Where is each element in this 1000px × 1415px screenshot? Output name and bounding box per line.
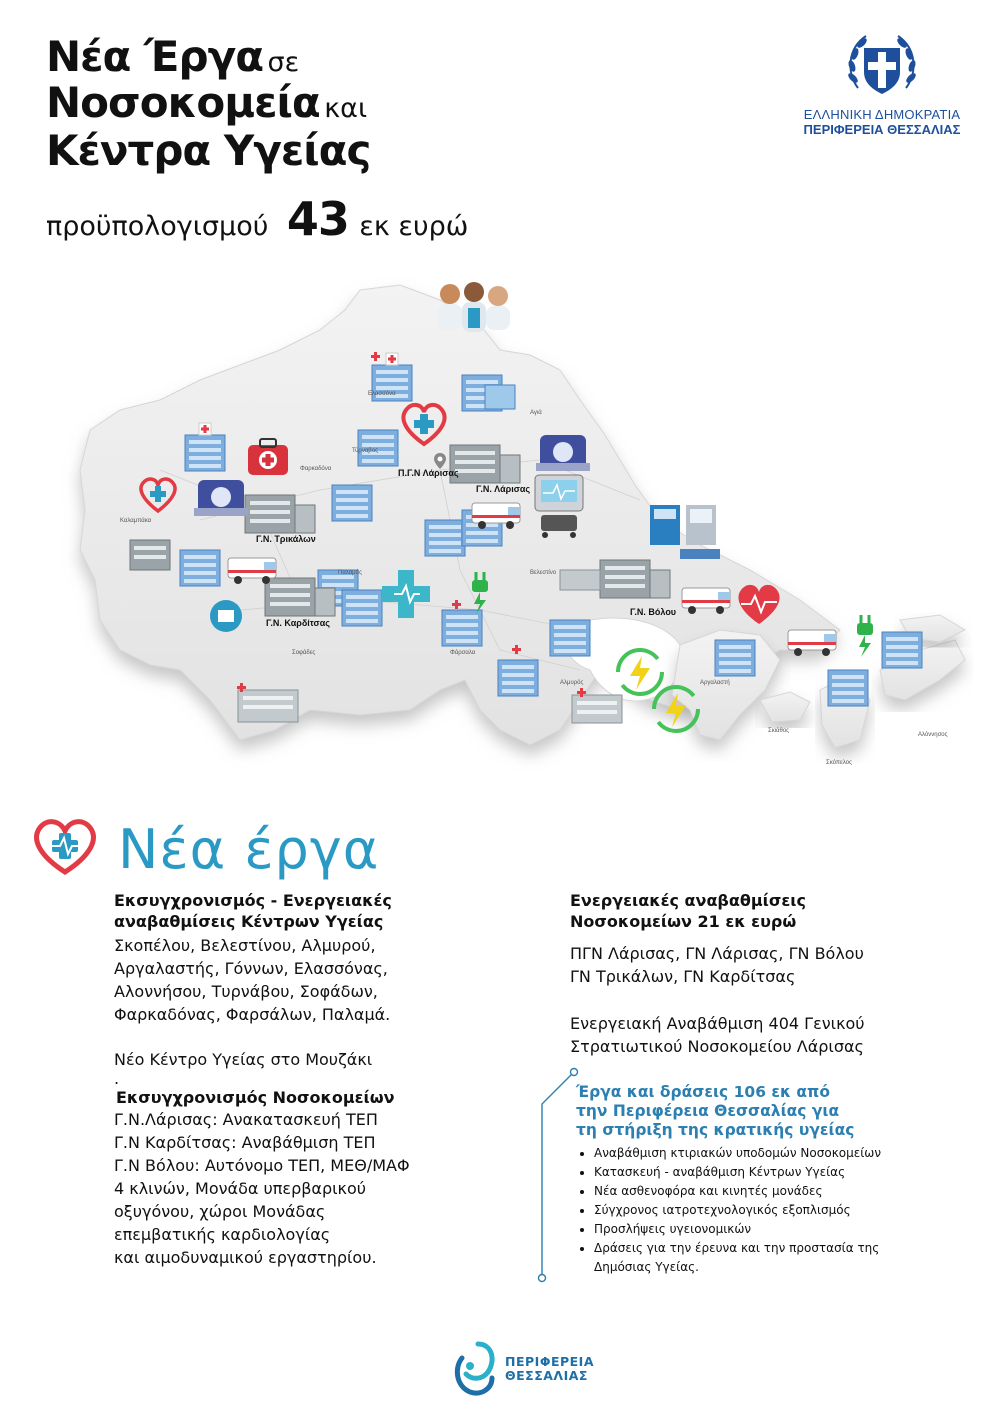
footer-line-1: ΠΕΡΙΦΕΡΕΙΑ [505, 1354, 595, 1369]
health-center-icon [715, 640, 755, 676]
laurel-cross-icon [842, 26, 922, 106]
label-gn-larisas: Γ.Ν. Λάρισας [476, 484, 531, 494]
right-heading-line-1: Ενεργειακές αναβαθμίσεις [570, 891, 806, 910]
left-heading-2: Εκσυγχρονισμός Νοσοκομείων [116, 1088, 395, 1107]
right-line: ΓΝ Τρικάλων, ΓΝ Καρδίτσας [570, 967, 796, 986]
label-argalasti: Αργαλαστή [700, 680, 730, 686]
right-line: Ενεργειακή Αναβάθμιση 404 Γενικού [570, 1014, 865, 1033]
left-line: οξυγόνου, χώροι Μονάδας [114, 1202, 326, 1221]
doctor-desk-icon [210, 600, 242, 632]
health-center-icon [425, 520, 465, 556]
title-small-1: σε [267, 47, 300, 78]
label-elassona: Ελασσόνα [368, 391, 396, 397]
budget-suffix: εκ ευρώ [359, 211, 469, 242]
right-list-1 [570, 942, 970, 988]
footer-text [505, 1355, 594, 1383]
right-line: Στρατιωτικού Νοσοκομείου Λάρισας [570, 1037, 864, 1056]
left-line: Σκοπέλου, Βελεστίνου, Αλμυρού, [114, 936, 376, 955]
monitor-machine-icon [535, 475, 583, 538]
label-velestino: Βελεστίνο [530, 570, 557, 576]
actions-list [576, 1144, 944, 1277]
doctor-desk-icon [485, 385, 515, 409]
label-agia: Αγιά [530, 410, 542, 416]
region-logo [448, 1338, 500, 1398]
right-list-2 [570, 1012, 970, 1058]
mri-machine-icon [194, 480, 248, 516]
ambulance-icon [788, 630, 836, 656]
skiathos-shape [760, 692, 810, 722]
label-gn-volou: Γ.Ν. Βόλου [630, 607, 677, 617]
label-skiathos: Σκιάθος [768, 728, 790, 734]
list-item: • Κατασκευή - αναβάθμιση Κέντρων Υγείας [594, 1163, 944, 1182]
label-pgn-larisas: Π.Γ.Ν Λάρισας [398, 468, 459, 478]
health-center-icon [180, 550, 220, 586]
label-alonnisos: Αλόννησος [918, 732, 948, 738]
actions-heading [576, 1083, 976, 1140]
label-kalampaka: Καλαμπάκα [120, 518, 152, 524]
left-line: Γ.Ν.Λάρισας: Ανακατασκευή ΤΕΠ [114, 1110, 378, 1129]
actions-heading-line: τη στήριξη της κρατικής υγείας [576, 1121, 855, 1139]
left-line: Αλοννήσου, Τυρνάβου, Σοφάδων, [114, 982, 378, 1001]
list-item: • Δράσεις για την έρευνα και την προστασία της Δημόσιας Υγείας. [594, 1239, 894, 1277]
budget-value: 43 [286, 192, 349, 246]
health-center-icon [550, 620, 590, 656]
section-heart-icon [32, 816, 98, 876]
left-list-2 [114, 1108, 494, 1269]
label-tyrnavos: Τύρναβος [352, 448, 378, 454]
bracket-line [522, 1066, 582, 1286]
label-farkadona: Φαρκαδόνα [300, 466, 332, 472]
greek-emblem [842, 26, 922, 106]
left-line: 4 κλινών, Μονάδα υπερβαρικού [114, 1179, 367, 1198]
list-item: • Σύγχρονος ιατροτεχνολογικός εξοπλισμός [594, 1201, 944, 1220]
health-center-icon [442, 610, 482, 646]
mri-machine-icon [536, 435, 590, 471]
right-column [570, 890, 970, 1058]
actions-heading-line: Έργα και δράσεις 106 εκ από [576, 1083, 830, 1101]
left-line: και αιμοδυναμικού εργαστηρίου. [114, 1248, 377, 1267]
title-line-2 [46, 78, 606, 130]
thessaly-map [60, 270, 980, 790]
list-item: • Νέα ασθενοφόρα και κινητές μονάδες [594, 1182, 944, 1201]
footer-line-2: ΘΕΣΣΑΛΙΑΣ [505, 1368, 588, 1383]
emblem-line-1: ΕΛΛΗΝΙΚΗ ΔΗΜΟΚΡΑΤΙΑ [803, 107, 961, 122]
actions-block [576, 1083, 976, 1277]
health-center-icon [828, 670, 868, 706]
health-center-icon [342, 590, 382, 626]
budget-prefix: προϋπολογισμού [46, 211, 269, 242]
health-center-icon [332, 485, 372, 521]
hospital-building-icon [572, 695, 622, 723]
title-line-3 [46, 126, 606, 180]
health-center-icon [882, 632, 922, 668]
left-heading-1: Εκσυγχρονισμός - Ενεργειακές αναβαθμίσεις Κέντρων Υγείας [114, 891, 392, 931]
title-line-1 [46, 32, 606, 82]
green-plug-icon [857, 615, 873, 657]
hospital-building-icon [238, 690, 298, 722]
title-small-2: και [324, 93, 368, 124]
left-line: Γ.Ν Βόλου: Αυτόνομο ΤΕΠ, ΜΕΘ/ΜΑΦ [114, 1156, 410, 1175]
budget-line [46, 192, 468, 246]
label-almyros: Αλμυρός [560, 680, 584, 686]
label-gn-karditsas: Γ.Ν. Καρδίτσας [266, 618, 330, 628]
list-item: • Προσλήψεις υγειονομικών [594, 1220, 944, 1239]
new-center-text: Νέο Κέντρο Υγείας στο Μουζάκι [114, 1050, 373, 1069]
left-list-1 [114, 934, 494, 1026]
left-line: επεμβατικής καρδιολογίας [114, 1225, 331, 1244]
label-farsala: Φάρσαλα [450, 650, 476, 656]
doctors-group-icon [438, 282, 510, 332]
left-line: Γ.Ν Καρδίτσας: Αναβάθμιση ΤΕΠ [114, 1133, 376, 1152]
left-line: Αργαλαστής, Γόννων, Ελασσόνας, [114, 959, 388, 978]
title-bold-1: Νέα Έργα [46, 32, 264, 81]
label-sofades: Σοφάδες [292, 650, 316, 656]
list-item: • Αναβάθμιση κτιριακών υποδομών Νοσοκομείων [594, 1144, 944, 1163]
actions-heading-line: την Περιφέρεια Θεσσαλίας για [576, 1102, 840, 1120]
separator-dot: . [114, 1069, 120, 1088]
hospital-building-icon [560, 570, 600, 590]
emblem-line-2: ΠΕΡΙΦΕΡΕΙΑ ΘΕΣΣΑΛΙΑΣ [803, 122, 961, 137]
label-gn-trikalon: Γ.Ν. Τρικάλων [256, 534, 316, 544]
map-graphic [60, 270, 980, 790]
health-center-icon [498, 660, 538, 696]
left-column [114, 890, 494, 1269]
label-skopelos: Σκόπελος [826, 760, 852, 766]
left-line: Φαρκαδόνας, Φαρσάλων, Παλαμά. [114, 1005, 391, 1024]
hospital-building-icon [130, 540, 170, 570]
title-bold-3: Κέντρα Υγείας [46, 126, 371, 175]
region-logo-icon [448, 1338, 500, 1398]
section-title: Νέα έργα [118, 818, 380, 881]
title-bold-2: Νοσοκομεία [46, 78, 320, 127]
right-heading-line-2: Νοσοκομείων 21 εκ ευρώ [570, 912, 797, 931]
title-block [46, 32, 606, 180]
label-palamas: Παλαμάς [338, 570, 362, 576]
right-line: ΠΓΝ Λάρισας, ΓΝ Λάρισας, ΓΝ Βόλου [570, 944, 864, 963]
